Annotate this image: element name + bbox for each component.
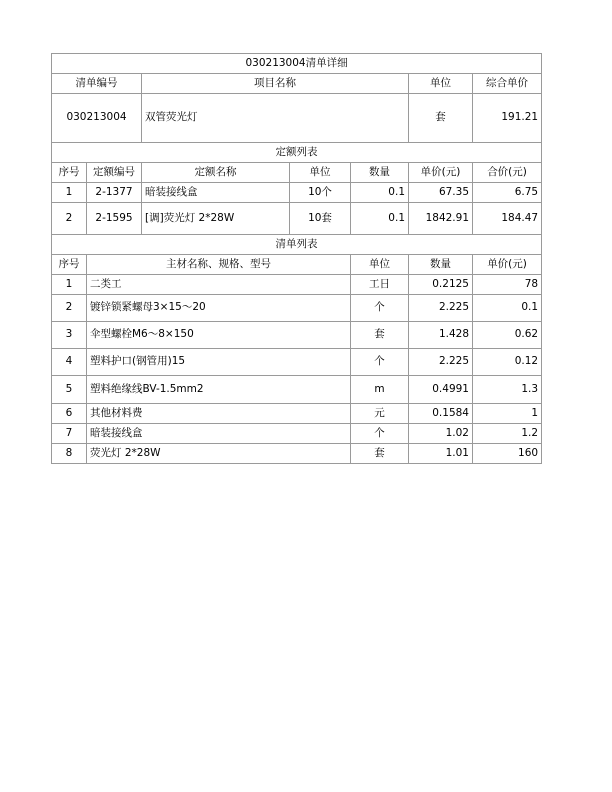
material-name: 二类工: [87, 275, 351, 295]
quota-code: 2-1595: [87, 203, 142, 235]
quota-price: 67.35: [409, 183, 473, 203]
material-qty: 1.02: [409, 424, 473, 444]
row-number: 3: [52, 322, 87, 349]
quota-unit: 10套: [290, 203, 351, 235]
row-number: 4: [52, 349, 87, 376]
material-row: [52, 322, 542, 349]
quota-total: 184.47: [473, 203, 542, 235]
row-number: 6: [52, 404, 87, 424]
row-number: 7: [52, 424, 87, 444]
quota-row: [52, 183, 542, 203]
quota-total: 6.75: [473, 183, 542, 203]
material-unit: 套: [351, 444, 409, 464]
material-qty: 0.1584: [409, 404, 473, 424]
material-row: [52, 295, 542, 322]
unit: 套: [409, 94, 473, 143]
page-title: 030213004清单详细: [52, 54, 542, 74]
material-row: [52, 404, 542, 424]
material-price: 160: [473, 444, 542, 464]
material-name: 伞型螺栓M6～8×150: [87, 322, 351, 349]
material-name: 塑料护口(钢管用)15: [87, 349, 351, 376]
material-unit: 套: [351, 322, 409, 349]
row-number: 5: [52, 376, 87, 404]
quota-unit: 10个: [290, 183, 351, 203]
material-price: 78: [473, 275, 542, 295]
row-number: 2: [52, 203, 87, 235]
material-unit: 工日: [351, 275, 409, 295]
materials-section-row: [52, 235, 542, 255]
column-header: 单位: [290, 163, 351, 183]
quota-price: 1842.91: [409, 203, 473, 235]
quota-section-title: 定额列表: [52, 143, 542, 163]
quota-name: [调]荧光灯 2*28W: [142, 203, 290, 235]
bill-code-label: 清单编号: [52, 74, 142, 94]
unit-label: 单位: [409, 74, 473, 94]
column-header: 单价(元): [409, 163, 473, 183]
material-row: [52, 444, 542, 464]
material-price: 1.2: [473, 424, 542, 444]
quota-code: 2-1377: [87, 183, 142, 203]
material-name: 暗装接线盒: [87, 424, 351, 444]
project-name: 双管荧光灯: [142, 94, 409, 143]
material-row: [52, 376, 542, 404]
material-price: 1.3: [473, 376, 542, 404]
column-header: 单位: [351, 255, 409, 275]
column-header: 合价(元): [473, 163, 542, 183]
row-number: 1: [52, 275, 87, 295]
quota-name: 暗装接线盒: [142, 183, 290, 203]
row-number: 8: [52, 444, 87, 464]
project-name-label: 项目名称: [142, 74, 409, 94]
material-qty: 0.2125: [409, 275, 473, 295]
material-row: [52, 424, 542, 444]
header-value-row: [52, 94, 542, 143]
column-header: 定额编号: [87, 163, 142, 183]
column-header: 单价(元): [473, 255, 542, 275]
quota-qty: 0.1: [351, 183, 409, 203]
material-qty: 0.4991: [409, 376, 473, 404]
material-row: [52, 275, 542, 295]
material-unit: 元: [351, 404, 409, 424]
row-number: 1: [52, 183, 87, 203]
materials-header-row: [52, 255, 542, 275]
material-price: 0.12: [473, 349, 542, 376]
column-header: 序号: [52, 163, 87, 183]
quota-header-row: [52, 163, 542, 183]
unit-price-label: 综合单价: [473, 74, 542, 94]
column-header: 主材名称、规格、型号: [87, 255, 351, 275]
material-price: 0.1: [473, 295, 542, 322]
materials-section-title: 清单列表: [52, 235, 542, 255]
row-number: 2: [52, 295, 87, 322]
material-qty: 2.225: [409, 349, 473, 376]
bill-detail-sheet: [51, 53, 541, 464]
material-price: 0.62: [473, 322, 542, 349]
material-unit: 个: [351, 424, 409, 444]
bill-code: 030213004: [52, 94, 142, 143]
quota-row: [52, 203, 542, 235]
column-header: 数量: [351, 163, 409, 183]
material-name: 其他材料费: [87, 404, 351, 424]
material-unit: m: [351, 376, 409, 404]
material-qty: 2.225: [409, 295, 473, 322]
material-row: [52, 349, 542, 376]
column-header: 定额名称: [142, 163, 290, 183]
quota-qty: 0.1: [351, 203, 409, 235]
material-name: 镀锌锁紧螺母3×15～20: [87, 295, 351, 322]
column-header: 数量: [409, 255, 473, 275]
unit-price: 191.21: [473, 94, 542, 143]
column-header: 序号: [52, 255, 87, 275]
quota-section-row: [52, 143, 542, 163]
material-name: 荧光灯 2*28W: [87, 444, 351, 464]
bill-detail-table: [51, 53, 542, 464]
material-name: 塑料绝缘线BV-1.5mm2: [87, 376, 351, 404]
title-row: [52, 54, 542, 74]
material-unit: 个: [351, 295, 409, 322]
material-qty: 1.428: [409, 322, 473, 349]
material-qty: 1.01: [409, 444, 473, 464]
material-unit: 个: [351, 349, 409, 376]
material-price: 1: [473, 404, 542, 424]
header-label-row: [52, 74, 542, 94]
